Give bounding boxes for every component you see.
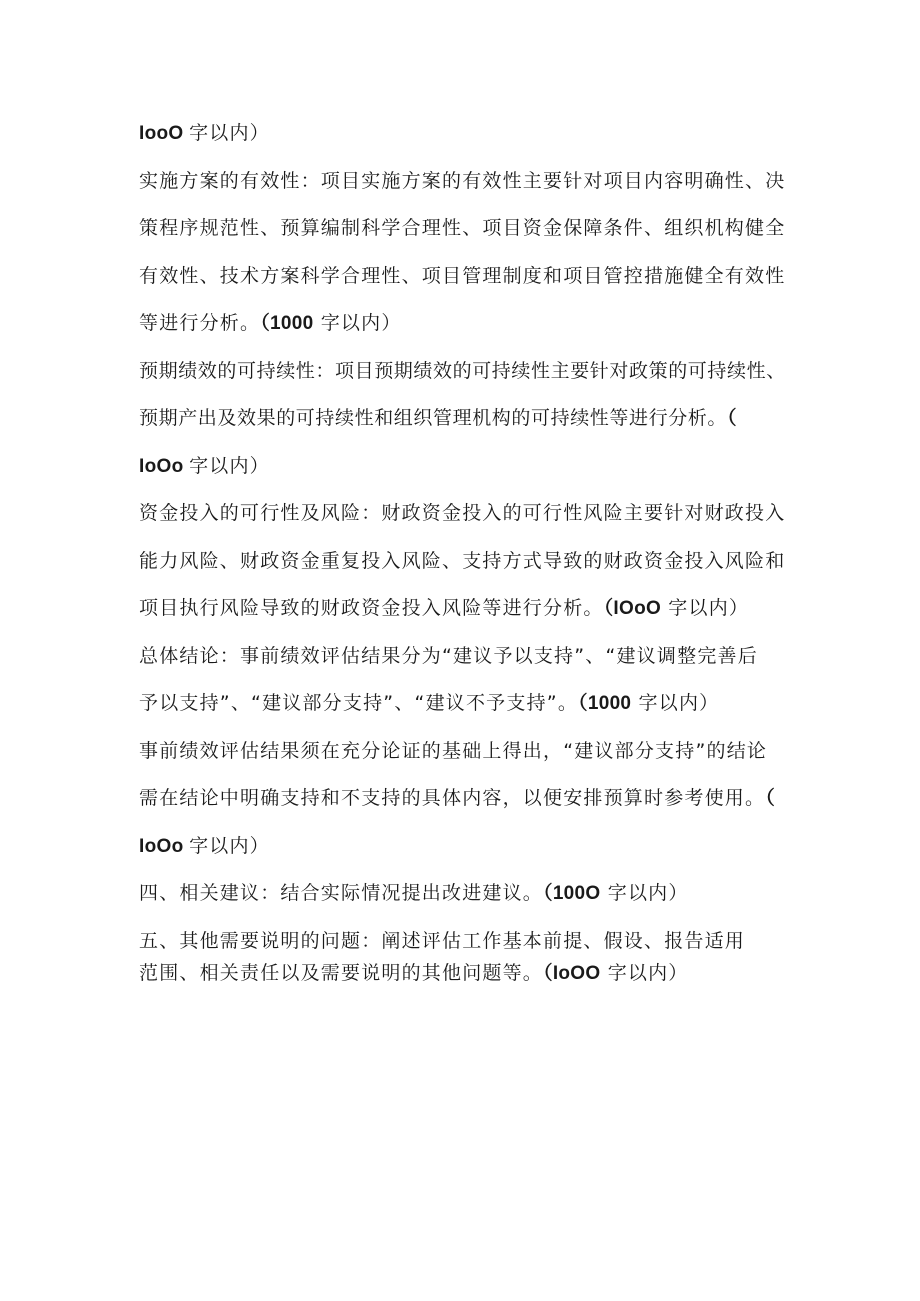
text-line xyxy=(139,169,785,193)
line-suffix: 字以内） xyxy=(600,882,689,904)
word-count-label: （100O xyxy=(543,883,601,904)
line-text: 予以支持”、“建议部分支持”、“建议不予支持”。 xyxy=(139,692,579,714)
line-text: 字以内） xyxy=(189,455,270,477)
word-count-label: （IoOO xyxy=(543,963,601,984)
line-text: 项目执行风险导致的财政资金投入风险等进行分析。 xyxy=(139,597,604,619)
line-text: 范围、相关责任以及需要说明的其他问题等。 xyxy=(139,962,544,984)
word-count-label: （IOoO xyxy=(603,598,662,619)
text-line xyxy=(139,739,767,763)
line-text: 策程序规范性、预算编制科学合理性、项目资金保障条件、组织机构健全 xyxy=(139,217,786,239)
open-paren: （ xyxy=(765,788,776,809)
text-line xyxy=(139,216,785,240)
word-count-label: IooO xyxy=(139,123,190,144)
text-line xyxy=(139,406,737,431)
text-line xyxy=(139,929,745,953)
line-text: 字以内） xyxy=(189,835,270,857)
line-suffix: 字以内） xyxy=(600,962,689,984)
text-line xyxy=(139,691,719,716)
word-count-label: （1000 xyxy=(260,313,314,334)
word-count-label: IoOo xyxy=(139,456,190,477)
line-text: 预期产出及效果的可持续性和组织管理机构的可持续性等进行分析。 xyxy=(139,407,728,429)
line-suffix: 字以内） xyxy=(631,692,720,714)
line-text: 四、相关建议：结合实际情况提出改进建议。 xyxy=(139,882,544,904)
text-line xyxy=(139,881,689,906)
text-line xyxy=(139,786,775,811)
line-text: 实施方案的有效性：项目实施方案的有效性主要针对项目内容明确性、决 xyxy=(139,170,786,192)
text-line xyxy=(139,501,785,525)
line-text: 能力风险、财政资金重复投入风险、支持方式导致的财政资金投入风险和 xyxy=(139,550,786,572)
text-line xyxy=(139,961,689,986)
word-count-label: IoOo xyxy=(139,836,190,857)
line-text: 资金投入的可行性及风险：财政资金投入的可行性风险主要针对财政投入 xyxy=(139,502,786,524)
line-text: 等进行分析。 xyxy=(139,312,261,334)
text-line xyxy=(139,644,758,668)
line-suffix: 字以内） xyxy=(313,312,402,334)
word-count-label: （1000 xyxy=(578,693,632,714)
line-text: 事前绩效评估结果须在充分论证的基础上得出，“建议部分支持”的结论 xyxy=(139,740,768,762)
text-line xyxy=(139,834,270,859)
text-line xyxy=(139,454,270,479)
open-paren: （ xyxy=(727,408,737,429)
text-line xyxy=(139,311,402,336)
line-text: 五、其他需要说明的问题：阐述评估工作基本前提、假设、报告适用 xyxy=(139,930,746,952)
line-text: 字以内） xyxy=(189,122,270,144)
text-line xyxy=(139,596,749,621)
line-suffix: 字以内） xyxy=(661,597,750,619)
text-line xyxy=(139,549,785,573)
line-text: 需在结论中明确支持和不支持的具体内容，以便安排预算时参考使用。 xyxy=(139,787,766,809)
line-text: 预期绩效的可持续性：项目预期绩效的可持续性主要针对政策的可持续性、 xyxy=(139,360,786,382)
text-line xyxy=(139,121,270,146)
text-line xyxy=(139,359,786,383)
text-line xyxy=(139,264,785,288)
line-text: 有效性、技术方案科学合理性、项目管理制度和项目管控措施健全有效性 xyxy=(139,265,786,287)
line-text: 总体结论：事前绩效评估结果分为“建议予以支持”、“建议调整完善后 xyxy=(139,645,758,667)
